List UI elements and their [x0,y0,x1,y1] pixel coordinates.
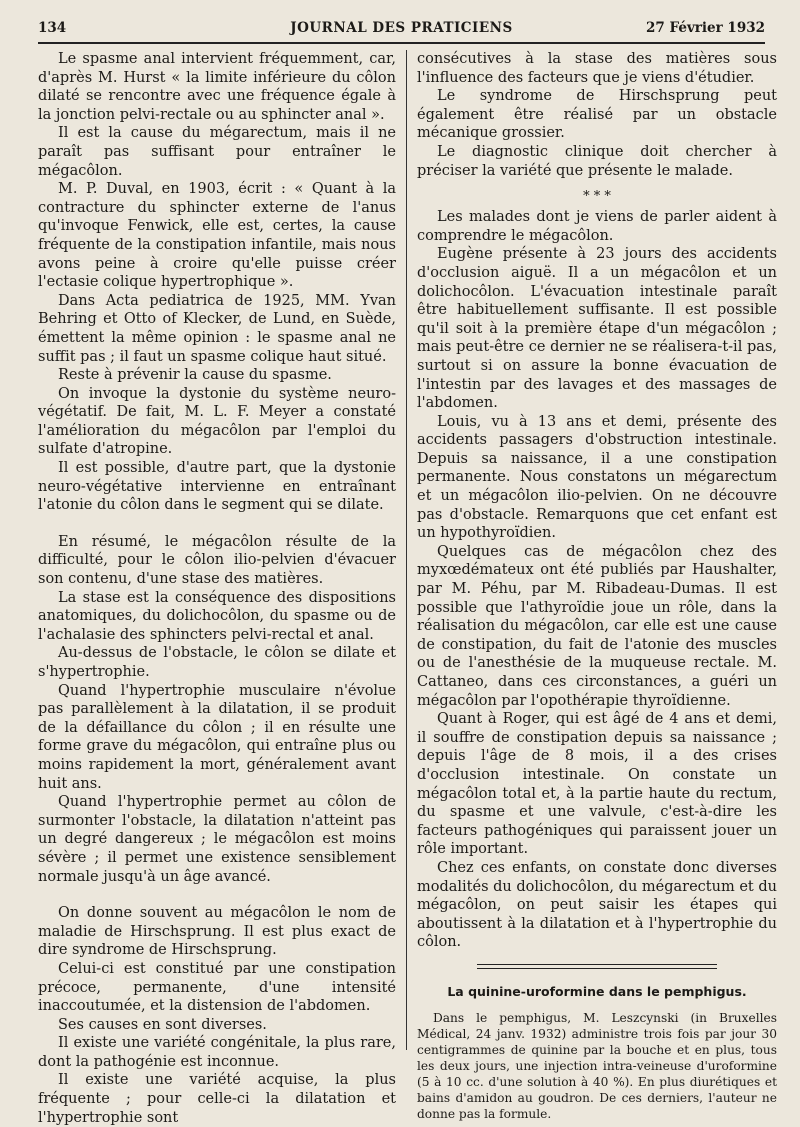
section-separator [477,964,717,969]
paragraph: Il est la cause du mégarectum, mais il ne paraît pas suffisant pour entraîner le mégacôlon. [38,125,396,179]
column-divider [406,50,407,1050]
paragraph: Il est possible, d'autre part, que la dystonie neuro-végétative intervienne en entraînant l'atonie du côlon dans le segment qui se dilate. [38,460,396,514]
page-number: 134 [38,20,67,36]
paragraph: Le spasme anal intervient fréquemment, car, d'après M. Hurst « la limite inférieure du côlon dilaté se rencontre avec une fréquence égale à la jonction pelvi-rectale ou au sphincter anal ». [38,51,396,123]
left-column [38,50,396,1126]
page-header [38,18,765,44]
paragraph: Dans Acta pediatrica de 1925, MM. Yvan Behring et Otto of Klecker, de Lund, en Suède, émettent la même opinion : le spasme anal ne suffit pas ; il faut un spasme colique haut situé. [38,292,396,365]
paragraph: M. P. Duval, en 1903, écrit : « Quant à la contracture du sphincter externe de l'anus qu'invoque Fenwick, elle est, certes, la cause fréquente de la constipation infantile, mais nous avons peine à croire qu'elle puisse créer l'ectasie colique hypertrophique ». [38,181,396,291]
paragraph: Quelques cas de mégacôlon chez des myxœdémateux ont été publiés par Haushalter, par M. Péhu, par M. Ribadeau-Dumas. Il est possible que l'athyroïdie joue un rôle, dans la réalisation du mégacôlon, car elle est une cause de constipation, du fait de l'atonie des muscles ou de l'anesthésie de la muqueuse rectale. M. Cattaneo, dans ces circonstances, a guéri un mégacôlon par l'opothérapie thyroïdienne. [417,543,777,709]
paragraph: Chez ces enfants, on constate donc diverses modalités du dolichocôlon, du mégarectum et du mégacôlon, on peut saisir les étapes qui aboutissent à la dilatation et à l'hypertrophie du côlon. [417,859,777,951]
paragraph: Celui-ci est constitué par une constipation précoce, permanente, d'une intensité inaccoutumée, et la distension de l'abdomen. [38,960,396,1015]
journal-title: JOURNAL DES PRATICIENS [290,20,513,36]
section-stars: * * * [583,189,611,205]
paragraph: Quand l'hypertrophie musculaire n'évolue pas parallèlement à la dilatation, il se produit de la défaillance du côlon ; il en résulte une forme grave du mégacôlon, qui entraîne plus ou moins rapidement la mort, généralement avant huit ans. [38,682,396,792]
paragraph: Dans le pemphigus, M. Leszcynski (in Bruxelles Médical, 24 janv. 1932) administre trois fois par jour 30 centigrammes de quinine par la bouche et en plus, tous les deux jours, une injection intra-veineuse d'uroformine (5 à 10 cc. d'une solution à 40 %). En plus diurétiques et bains d'amidon au goudron. De ces derniers, l'auteur ne donne pas la formule. [417,1010,777,1121]
paragraph: Au-dessus de l'obstacle, le côlon se dilate et s'hypertrophie. [38,645,396,680]
paragraph: Il existe une variété acquise, la plus fréquente ; pour celle-ci la dilatation et l'hypertrophie sont [38,1072,396,1126]
paragraph: consécutives à la stase des matières sous l'influence des facteurs que je viens d'étudier. [417,51,777,86]
article-title: La quinine-uroformine dans le pemphigus. [447,983,747,999]
paragraph: Il existe une variété congénitale, la plus rare, dont la pathogénie est inconnue. [38,1035,396,1070]
paragraph: En résumé, le mégacôlon résulte de la difficulté, pour le côlon ilio-pelvien d'évacuer son contenu, d'une stase des matières. [38,533,396,588]
paragraph: Louis, vu à 13 ans et demi, présente des accidents passagers d'obstruction intestinale. Depuis sa naissance, il a une constipation permanente. Nous constatons un mégarectum et un mégacôlon ilio-pelvien. On ne découvre pas d'obstacle. Remarquons que cet enfant est un hypothyroïdien. [417,413,777,542]
paragraph: Reste à prévenir la cause du spasme. [58,367,332,384]
paragraph: Le syndrome de Hirschsprung peut également être réalisé par un obstacle mécanique grossier. [417,88,777,142]
article-body [417,1010,777,1122]
paragraph: Eugène présente à 23 jours des accidents d'occlusion aiguë. Il a un mégacôlon et un dolichocôlon. L'évacuation intestinale paraît être habituellement suffisante. Il est possible qu'il soit à la première étape d'un mégacôlon ; mais peut-être ce dernier ne se réalisera-t-il pas, surtout si on assure la bonne évacuation de l'intestin par des lavages et des massages de l'abdomen. [417,246,777,412]
paragraph: Quand l'hypertrophie permet au côlon de surmonter l'obstacle, la dilatation n'atteint pas un degré dangereux ; le mégacôlon est moins sévère ; il permet une existence sensiblement normale jusqu'à un âge avancé. [38,794,396,885]
paragraph: On donne souvent au mégacôlon le nom de maladie de Hirschsprung. Il est plus exact de dire syndrome de Hirschsprung. [38,905,396,959]
paragraph: Le diagnostic clinique doit chercher à préciser la variété que présente le malade. [417,143,777,179]
right-column [417,50,777,1121]
issue-date: 27 Février 1932 [646,20,765,36]
paragraph: Quant à Roger, qui est âgé de 4 ans et demi, il souffre de constipation depuis sa naissance ; depuis l'âge de 8 mois, il a des crises d'occlusion intestinale. On constate un mégacôlon total et, à la partie haute du rectum, du spasme et une valvule, c'est-à-dire les facteurs pathogéniques qui paraissent jouer un rôle important. [417,711,777,858]
paragraph: On invoque la dystonie du système neuro-végétatif. De fait, M. L. F. Meyer a constaté l'amélioration du mégacôlon par l'emploi du sulfate d'atropine. [38,385,396,458]
paragraph: La stase est la conséquence des dispositions anatomiques, du dolichocôlon, du spasme ou de l'achalasie des sphincters pelvi-rectal et anal. [38,589,396,643]
paragraph: Ses causes en sont diverses. [58,1016,267,1033]
paragraph: Les malades dont je viens de parler aident à comprendre le mégacôlon. [417,209,777,244]
